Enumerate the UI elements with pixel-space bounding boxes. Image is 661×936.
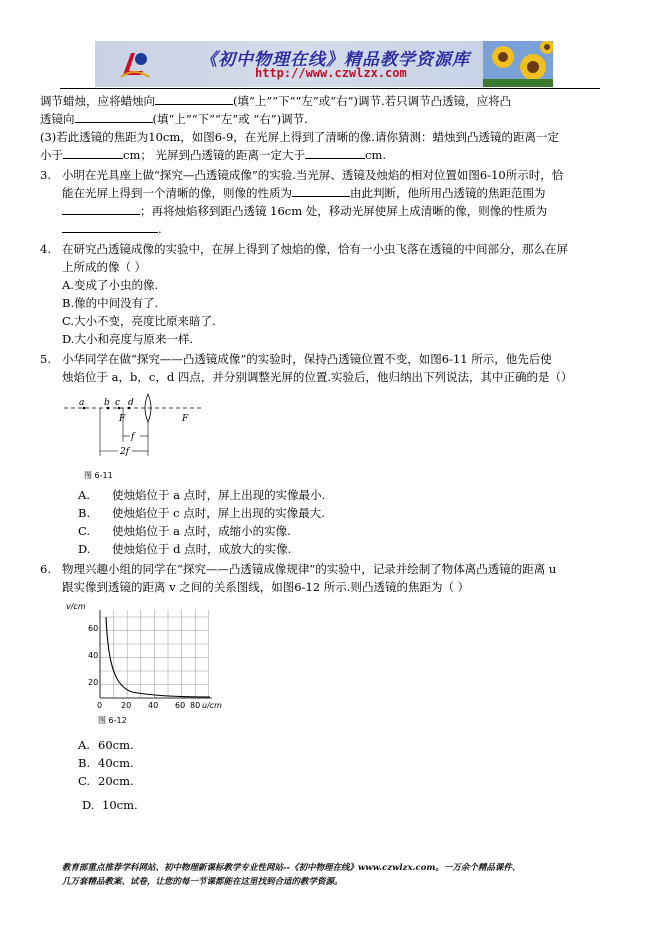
q4-option-b[interactable]: B.像的中间没有了. <box>62 296 159 310</box>
x-axis-label: u/cm <box>202 701 222 710</box>
ytick-40: 40 <box>88 651 99 660</box>
answer-blank[interactable] <box>292 185 350 197</box>
question-number: 5. <box>40 352 51 366</box>
xtick-80: 80 <box>190 701 201 710</box>
question-3: 3. 小明在光具座上做“探究—凸透镜成像”的实验.当光屏、透镜及烛焰的相对位置如图6-10所示时，恰 <box>40 168 564 182</box>
q2-line-3: (3)若此透镜的焦距为10cm，如图6-9，在光屏上得到了清晰的像.请你猜测：蜡烛到凸透镜的距离一定 <box>40 130 559 144</box>
answer-blank[interactable] <box>75 111 153 123</box>
xtick-40: 40 <box>148 701 159 710</box>
question-number: 6. <box>40 562 51 576</box>
sunflower-icon <box>483 41 553 87</box>
xtick-20: 20 <box>121 701 132 710</box>
footer-line-2: 几万套精品教案、试卷，让您的每一节课都能在这里找到合适的教学资源。 <box>62 877 343 887</box>
lens-diagram <box>64 392 204 484</box>
answer-blank[interactable] <box>305 147 365 159</box>
banner-url[interactable]: http://www.czwlzx.com <box>255 66 407 80</box>
page-footer <box>62 861 622 889</box>
header-rule <box>60 88 600 89</box>
q2-line-2: 透镜向 (填“上”“下”“左”或 “右”)调节. <box>40 112 308 126</box>
answer-blank[interactable] <box>62 203 140 215</box>
q5-option-d[interactable]: D. 使烛焰位于 d 点时，成放大的实像. <box>78 542 292 556</box>
y-axis-label: v/cm <box>66 602 86 611</box>
q4-option-c[interactable]: C.大小不变，亮度比原来暗了. <box>62 314 216 328</box>
site-logo-icon <box>117 47 151 81</box>
xtick-60: 60 <box>175 701 186 710</box>
q6-option-b[interactable]: B. 40cm. <box>78 756 134 770</box>
footer-line-1: 教育部重点推荐学科网站、初中物理新课标教学专业性网站--《初中物理在线》www.czwlzx.com。一万余个精品课件、 <box>62 863 521 873</box>
q2-line-1: 调节蜡烛，应将蜡烛向 (填“上”“下”“左”或“右”)调节.若只调节凸透镜，应将凸 <box>40 94 512 108</box>
q6-option-a[interactable]: A. 60cm. <box>78 738 134 752</box>
q5-option-b[interactable]: B. 使烛焰位于 c 点时，屏上出现的实像最大. <box>78 506 325 520</box>
ytick-60: 60 <box>88 624 99 633</box>
ytick-20: 20 <box>88 678 99 687</box>
q3-line-2: 能在光屏上得到一个清晰的像，则像的性质为 由此判断，他所用凸透镜的焦距范围为 <box>62 186 546 200</box>
figure-6-12 <box>62 600 242 728</box>
q6-line-2: 跟实像到透镜的距离 v 之间的关系图线，如图6-12 所示.则凸透镜的焦距为（ ） <box>62 580 470 594</box>
answer-blank[interactable] <box>63 147 123 159</box>
label-a: a <box>79 398 85 408</box>
q4-option-a[interactable]: A.变成了小虫的像. <box>62 278 159 292</box>
question-number: 3. <box>40 168 51 182</box>
document-body <box>40 92 600 814</box>
q5-option-c[interactable]: C. 使烛焰位于 a 点时，成缩小的实像. <box>78 524 291 538</box>
uv-graph <box>62 600 242 728</box>
q3-line-3: ；再将烛焰移到距凸透镜 16cm 处，移动光屏使屏上成清晰的像，则像的性质为 <box>40 202 600 220</box>
q5-line-2: 烛焰位于 a，b，c，d 四点，并分别调整光屏的位置.实验后，他归纳出下列说法，其中正确的是（） <box>62 370 573 384</box>
q2-line-4: 小于 cm； 光屏到凸透镜的距离一定大于 cm. <box>40 148 387 162</box>
label-d: d <box>128 398 134 408</box>
answer-blank[interactable] <box>155 93 233 105</box>
figure-6-11 <box>64 392 204 484</box>
header-banner <box>95 41 553 87</box>
figure-caption: 图 6-11 <box>84 471 113 480</box>
label-f: f <box>131 432 135 442</box>
label-2f: 2f <box>120 447 130 457</box>
graph-grid <box>100 610 209 698</box>
xtick-0: 0 <box>97 701 103 710</box>
q4-line-2: 上所成的像（ ） <box>62 260 147 274</box>
banner-title: 《初中物理在线》精品教学资源库 <box>200 50 470 70</box>
question-6: 6. 物理兴趣小组的同学在“探究——凸透镜成像规律”的实验中，记录并绘制了物体离凸透镜的距离 u <box>40 562 557 576</box>
figure-caption: 图 6-12 <box>98 716 127 725</box>
label-c: c <box>115 398 121 408</box>
q6-option-d[interactable]: D. 10cm. <box>82 798 138 812</box>
q5-option-a[interactable]: A. 使烛焰位于 a 点时，屏上出现的实像最小. <box>78 488 326 502</box>
question-4: 4. 在研究凸透镜成像的实验中，在屏上得到了烛焰的像，恰有一小虫飞落在透镜的中间部分，那么在屏 <box>40 242 568 256</box>
q3-line-4: . <box>40 220 600 238</box>
label-focus-left: F <box>119 414 126 424</box>
q6-option-c[interactable]: C. 20cm. <box>78 774 134 788</box>
label-b: b <box>104 398 110 408</box>
answer-blank[interactable] <box>62 221 158 233</box>
uv-curve <box>106 617 210 697</box>
question-5: 5. 小华同学在做“探究——凸透镜成像”的实验时，保持凸透镜位置不变，如图6-11 所示，他先后使 <box>40 352 552 366</box>
q4-option-d[interactable]: D.大小和亮度与原来一样. <box>62 332 194 346</box>
label-focus-right: F <box>182 414 189 424</box>
question-number: 4. <box>40 242 51 256</box>
